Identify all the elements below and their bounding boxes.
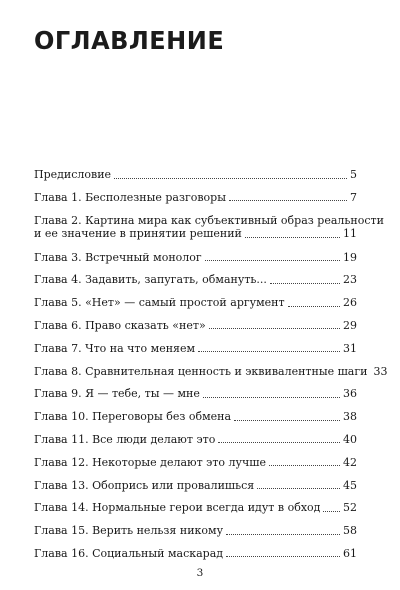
dot-leader [245,237,340,238]
toc-entry-page: 31 [343,341,357,355]
dot-leader [288,306,340,307]
table-of-contents [34,168,388,570]
toc-entry-page: 58 [343,524,357,538]
dot-leader [226,556,340,557]
dot-leader [218,442,340,443]
toc-entry [34,456,357,470]
toc-entry-page: 52 [343,501,357,515]
toc-entry-title: Глава 5. «Нет» — самый простой аргумент [34,296,285,310]
toc-entry [34,501,357,515]
toc-entry [34,410,357,424]
toc-entry-title: Глава 11. Все люди делают это [34,432,216,446]
dot-leader [198,351,340,352]
page-title: ОГЛАВЛЕНИЕ [34,26,225,55]
dot-leader [323,511,340,512]
toc-entry-title: Глава 12. Некоторые делают это лучше [34,455,266,469]
toc-entry-page: 33 [373,364,388,378]
toc-entry-page: 26 [343,296,357,310]
toc-entry-title: Глава 15. Верить нельзя никому [34,524,224,538]
toc-entry-title: Глава 16. Социальный маскарад [34,546,224,560]
toc-entry [34,479,357,493]
toc-entry-page: 36 [343,387,357,401]
dot-leader [209,328,340,329]
page-number: 3 [196,567,204,579]
toc-entry-title: Предисловие [34,168,112,181]
toc-entry-title: Глава 1. Бесполезные разговоры [34,190,226,204]
toc-entry [34,319,357,333]
toc-entry-title: Глава 8. Сравнительная ценность и эквивалентные шаги [34,364,368,378]
toc-entry-page: 61 [343,546,357,560]
toc-entry [34,433,357,447]
toc-entry-page: 5 [350,168,357,181]
toc-entry-title: Глава 3. Встречный монолог [34,250,202,264]
dot-leader [234,420,340,421]
toc-entry [34,273,357,287]
toc-entry-page: 45 [343,478,357,492]
toc-entry-page: 19 [343,250,357,264]
toc-entry-title: Глава 14. Нормальные герои всегда идут в обход [34,501,321,515]
toc-entry [34,251,357,265]
toc-entry-title: Глава 13. Обопрись или провалишься [34,478,255,492]
toc-entry [34,387,357,401]
toc-entry-page: 11 [343,227,357,241]
dot-leader [205,260,340,261]
toc-entry-title: Глава 4. Задавить, запугать, обмануть... [34,273,267,287]
toc-entry [34,213,384,241]
toc-entry [34,342,357,356]
toc-entry-page: 42 [343,455,357,469]
toc-entry-title: Глава 7. Что на что меняем [34,341,196,355]
toc-entry-page: 40 [343,432,357,446]
dot-leader [203,397,340,398]
dot-leader [114,178,347,179]
toc-entry [34,364,388,379]
toc-entry [34,168,357,182]
toc-entry-title: Глава 6. Право сказать «нет» [34,318,206,332]
dot-leader [257,488,340,489]
toc-entry-page: 7 [350,190,357,204]
toc-entry [34,524,357,538]
dot-leader [226,534,340,535]
toc-entry-title-line2: и ее значение в принятии решений [34,227,242,241]
toc-entry-title: Глава 10. Переговоры без обмена [34,410,232,424]
toc-entry-page: 29 [343,318,357,332]
toc-entry-title-line1: Глава 2. Картина мира как субъективный образ реальности [34,213,384,227]
toc-entry-page: 38 [343,410,357,424]
dot-leader [269,465,340,466]
toc-entry [34,191,357,205]
dot-leader [270,283,340,284]
toc-entry-page: 23 [343,273,357,287]
toc-entry-title: Глава 9. Я — тебе, ты — мне [34,387,200,401]
toc-entry [34,296,357,310]
toc-entry [34,547,357,561]
dot-leader [229,200,347,201]
